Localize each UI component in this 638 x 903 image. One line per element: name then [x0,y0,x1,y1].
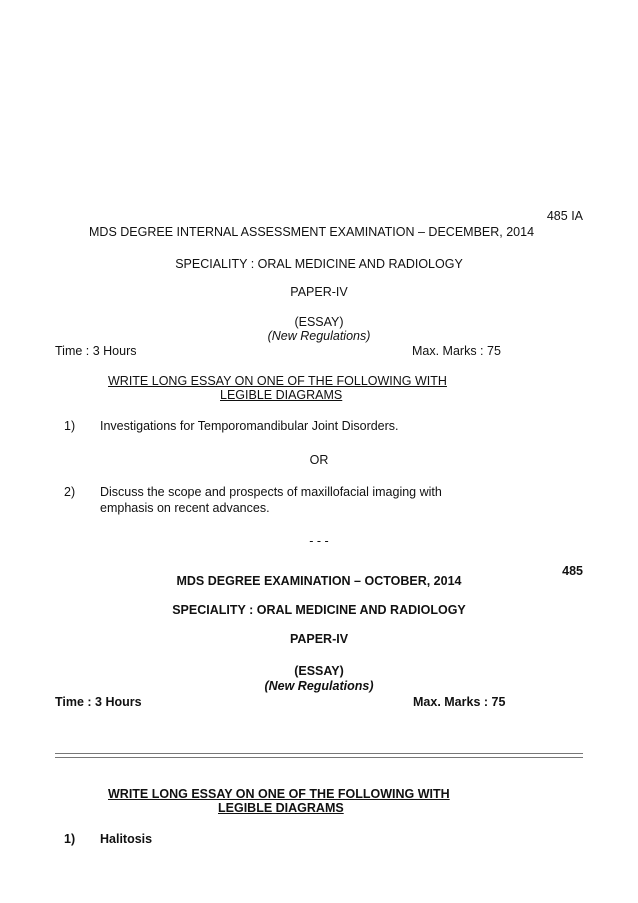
max-marks: Max. Marks : 75 [413,695,506,709]
question-text: Investigations for Temporomandibular Joint Disorders. [100,419,399,433]
instruction-line-1: WRITE LONG ESSAY ON ONE OF THE FOLLOWING WITH [108,787,450,801]
section-separator: - - - [309,534,329,548]
paper-number: PAPER-IV [289,632,349,646]
time-allowed: Time : 3 Hours [55,695,142,709]
time-allowed: Time : 3 Hours [55,344,137,358]
double-rule-top [55,753,583,754]
exam-title: MDS DEGREE INTERNAL ASSESSMENT EXAMINATION – DECEMBER, 2014 [89,225,535,239]
instruction-line-2: LEGIBLE DIAGRAMS [218,801,344,815]
question-text: Halitosis [100,832,153,846]
exam-title: MDS DEGREE EXAMINATION – OCTOBER, 2014 [176,574,462,588]
or-divider: OR [309,453,329,467]
paper-type: (ESSAY) [294,664,344,678]
question-number: 1) [64,832,76,846]
speciality: SPECIALITY : ORAL MEDICINE AND RADIOLOGY [175,257,463,271]
paper-code: 485 IA [546,209,583,223]
regulations: (New Regulations) [267,329,371,343]
question-number: 2) [64,485,76,499]
max-marks: Max. Marks : 75 [412,344,501,358]
question-number: 1) [64,419,76,433]
question-text: Discuss the scope and prospects of maxillofacial imaging with [100,485,442,499]
paper-number: PAPER-IV [290,285,348,299]
paper-code: 485 [562,564,583,578]
instruction-line-2: LEGIBLE DIAGRAMS [220,388,343,402]
speciality: SPECIALITY : ORAL MEDICINE AND RADIOLOGY [172,603,466,617]
paper-type: (ESSAY) [294,315,344,329]
double-rule-bottom [55,757,583,758]
regulations: (New Regulations) [264,679,374,693]
instruction-line-1: WRITE LONG ESSAY ON ONE OF THE FOLLOWING WITH [108,374,447,388]
question-text-continued: emphasis on recent advances. [100,501,270,515]
